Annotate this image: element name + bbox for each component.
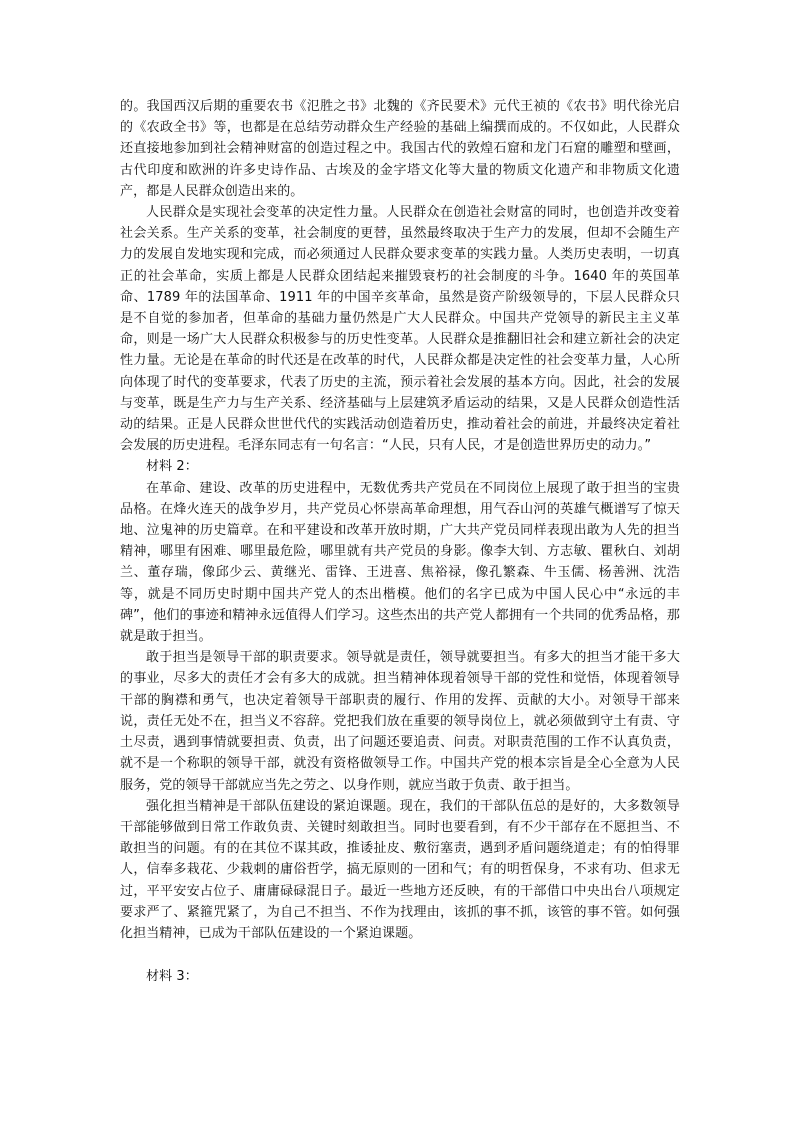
section-gap [120, 944, 680, 966]
material-2-heading: 材料 2： [146, 459, 198, 475]
document-body [120, 96, 680, 987]
paragraph-1: 的。我国西汉后期的重要农书《氾胜之书》北魏的《齐民要术》元代王祯的《农书》明代徐光启的《农政全书》等，也都是在总结劳动群众生产经验的基础上编撰而成的。不仅如此，人民群众还直接地参加到社会精神财富的创造过程之中。我国古代的敦煌石窟和龙门石窟的雕塑和壁画，古代印度和欧洲的许多史诗作品、古埃及的金字塔文化等大量的物质文化遗产和非物质文化遗产，都是人民群众创造出来的。 [120, 99, 680, 199]
paragraph-4: 敢于担当是领导干部的职责要求。领导就是责任，领导就要担当。有多大的担当才能干多大的事业，尽多大的责任才会有多大的成就。担当精神体现着领导干部的党性和觉悟，体现着领导干部的胸襟和勇气，也决定着领导干部职责的履行、作用的发挥、贡献的大小。对领导干部来说，责任无处不在，担当义不容辞。党把我们放在重要的领导岗位上，就必须做到守土有责、守土尽责，遇到事情就要担责、负责，出了问题还要追责、问责。对职责范围的工作不认真负责，就不是一个称职的领导干部，就没有资格做领导工作。中国共产党的根本宗旨是全心全意为人民服务，党的领导干部就应当先之劳之、以身作则，就应当敢于负责、敢于担当。 [120, 650, 680, 793]
paragraph-3: 在革命、建设、改革的历史进程中，无数优秀共产党员在不同岗位上展现了敢于担当的宝贵品格。在烽火连天的战争岁月，共产党员心怀崇高革命理想，用气吞山河的英雄气概谱写了惊天地、泣鬼神的历史篇章。在和平建设和改革开放时期，广大共产党员同样表现出敢为人先的担当精神，哪里有困难、哪里最危险，哪里就有共产党员的身影。像李大钊、方志敏、瞿秋白、刘胡兰、董存瑞，像邱少云、黄继光、雷锋、王进喜、焦裕禄，像孔繁森、牛玉儒、杨善洲、沈浩等，就是不同历史时期中国共产党人的杰出楷模。他们的名字已成为中国人民心中“永远的丰碑”，他们的事迹和精神永远值得人们学习。这些杰出的共产党人都拥有一个共同的优秀品格，那就是敢于担当。 [120, 480, 680, 645]
paragraph-2: 人民群众是实现社会变革的决定性力量。人民群众在创造社会财富的同时，也创造并改变着社会关系。生产关系的变革，社会制度的更替，虽然最终取决于生产力的发展，但却不会随生产力的发展自发地实现和完成，而必须通过人民群众要求变革的实践力量。人类历史表明，一切真正的社会革命，实质上都是人民群众团结起来摧毁衰朽的社会制度的斗争。1640 年的英国革命、1789 年的法国革命、1911 年的中国辛亥革命，虽然是资产阶级领导的，下层人民群众只是不自觉的参加者，但革命的基础力量仍然是广大人民群众。中国共产党领导的新民主主义革命，则是一场广大人民群众积极参与的历史性变革。人民群众是推翻旧社会和建立新社会的决定性力量。无论是在革命的时代还是在改革的时代，人民群众都是决定性的社会变革力量，人心所向体现了时代的变革要求，代表了历史的主流，预示着社会发展的基本方向。因此，社会的发展与变革，既是生产力与生产关系、经济基础与上层建筑矛盾运动的结果，又是人民群众创造性活动的结果。正是人民群众世世代代的实践活动创造着历史，推动着社会的前进，并最终决定着社会发展的历史进程。毛泽东同志有一句名言：“人民，只有人民，才是创造世界历史的动力。” [120, 205, 680, 454]
paragraph-5: 强化担当精神是干部队伍建设的紧迫课题。现在，我们的干部队伍总的是好的，大多数领导干部能够做到日常工作敢负责、关键时刻敢担当。同时也要看到，有不少干部存在不愿担当、不敢担当的问题。有的在其位不谋其政，推诿扯皮、敷衍塞责，遇到矛盾问题绕道走；有的怕得罪人，信奉多栽花、少栽刺的庸俗哲学，搞无原则的一团和气；有的明哲保身，不求有功、但求无过，平平安安占位子、庸庸碌碌混日子。最近一些地方还反映，有的干部借口中央出台八项规定要求严了、紧箍咒紧了，为自己不担当、不作为找理由，该抓的事不抓，该管的事不管。如何强化担当精神，已成为干部队伍建设的一个紧迫课题。 [120, 798, 680, 941]
material-3-heading: 材料 3： [146, 969, 198, 985]
